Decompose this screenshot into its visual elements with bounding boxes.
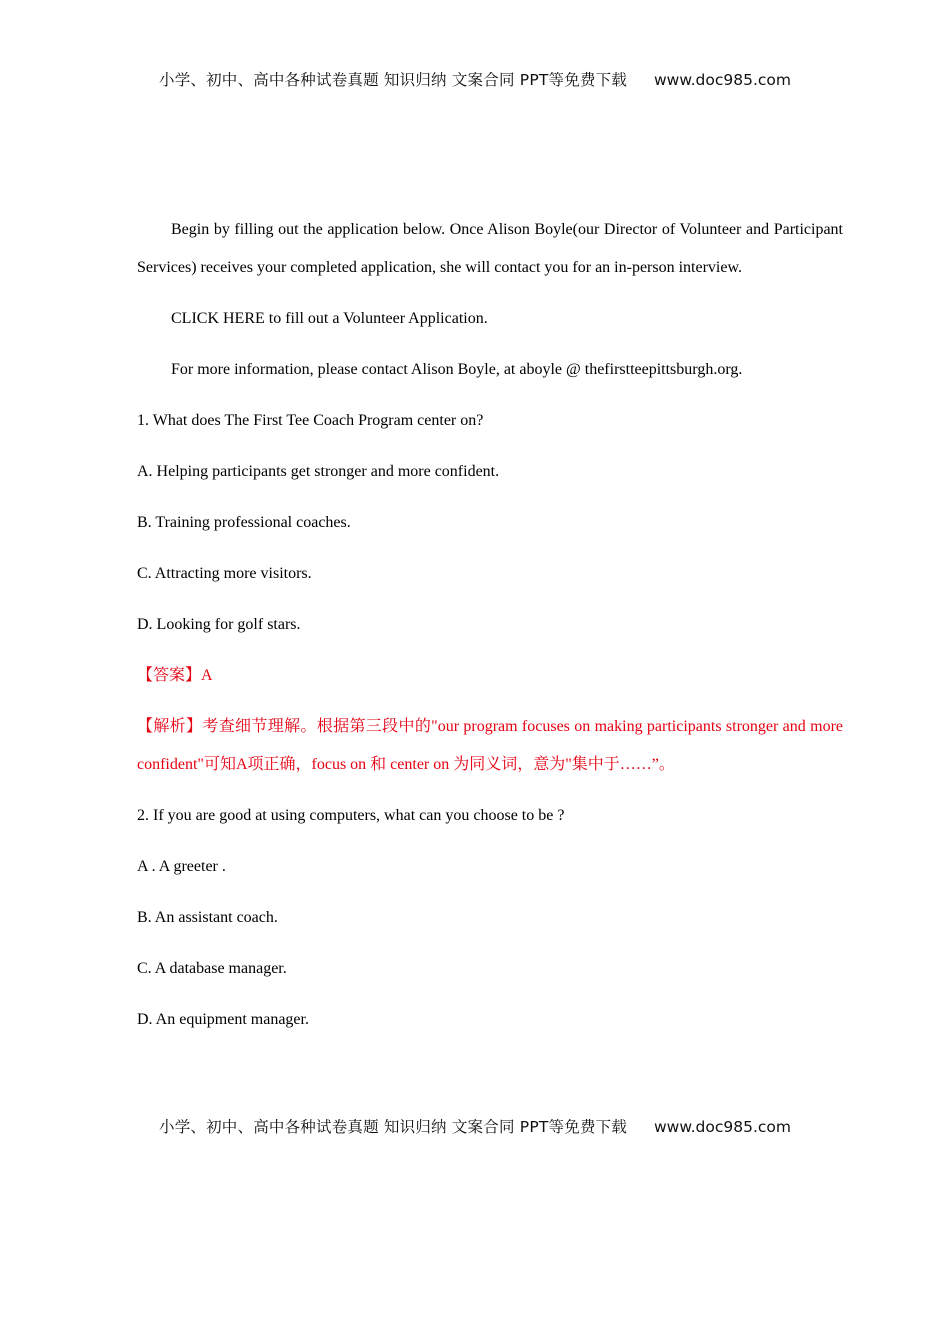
question-2: 2. If you are good at using computers, what can you choose to be ? [137,807,565,824]
document-body [137,211,843,1039]
question-1: 1. What does The First Tee Coach Program center on? [137,412,484,429]
footer-site-link[interactable]: www.doc985.com [653,1118,791,1136]
q2-option-b: B. An assistant coach. [137,909,278,926]
q1-answer: 【答案】A [137,667,213,684]
q2-option-a: A . A greeter . [137,858,226,875]
intro-paragraph: Begin by filling out the application below. Once Alison Boyle(our Director of Volunteer and Participant Services) receives your completed application, she will contact you for an in-person interview. [137,221,843,276]
click-here-paragraph: CLICK HERE to fill out a Volunteer Application. [171,310,488,327]
q2-option-c: C. A database manager. [137,960,287,977]
q1-option-d: D. Looking for golf stars. [137,616,301,633]
footer-text: 小学、初中、高中各种试卷真题 知识归纳 文案合同 PPT等免费下载 [159,1118,628,1136]
page-header [0,68,950,90]
q2-option-d: D. An equipment manager. [137,1011,309,1028]
q1-option-c: C. Attracting more visitors. [137,565,312,582]
page-footer [0,1115,950,1137]
q1-option-a: A. Helping participants get stronger and more confident. [137,463,500,480]
header-site-link[interactable]: www.doc985.com [653,71,791,89]
contact-paragraph: For more information, please contact Alison Boyle, at aboyle @ thefirstteepittsburgh.org. [171,361,743,378]
q1-option-b: B. Training professional coaches. [137,514,351,531]
header-text: 小学、初中、高中各种试卷真题 知识归纳 文案合同 PPT等免费下载 [159,71,628,89]
q1-analysis: 【解析】考查细节理解。根据第三段中的"our program focuses on making participants stronger and more confident"可知A项正确，focus on 和 center on 为同义词，意为"集中于……”。 [137,718,843,773]
